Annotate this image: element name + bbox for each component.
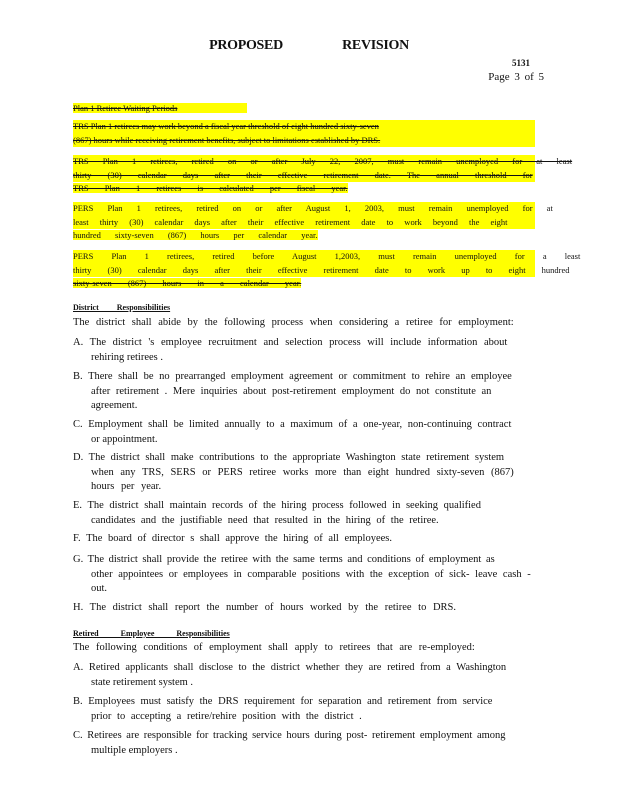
item-letter: A.: [73, 662, 84, 673]
item-letter: C.: [73, 730, 83, 741]
item-continuation: when any TRS, SERS or PERS retiree works more than eight hundred sixty-seven (867) hours per year.: [91, 466, 514, 492]
item-continuation: or appointment.: [91, 433, 158, 445]
item-continuation: prior to accepting a retire/rehire position with the district .: [91, 710, 362, 722]
policy-number: 5131: [512, 58, 530, 68]
item-text: Retirees are responsible for tracking service hours during post- retirement employment among: [87, 730, 506, 741]
district-responsibilities-header: District Responsibilities: [73, 303, 171, 312]
district-item: [73, 601, 543, 616]
pers-before-line: thirty (30) calendar days after their effective retirement date to work up to eight hundred: [73, 264, 535, 278]
pers-before-line: PERS Plan 1 retirees, retired before August 1,2003, must remain unemployed for a least: [73, 250, 535, 264]
pers-after-line: PERS Plan 1 retirees, retired on or after August 1, 2003, must remain unemployed for at: [73, 202, 535, 216]
page-indicator: Page 3 of 5: [488, 71, 544, 83]
district-item: [73, 418, 543, 447]
item-continuation: rehiring retirees .: [91, 351, 164, 363]
retired-item: [73, 729, 543, 758]
trs-old-paragraph: [73, 120, 535, 147]
district-item: [73, 499, 543, 528]
pers-after-line: hundred sixty-seven (867) hours per calendar year.: [73, 230, 318, 240]
retired-header-wrap: [73, 623, 535, 641]
item-text: The district shall report the number of hours worked by the retiree to DRS.: [89, 602, 456, 613]
item-text: Employment shall be limited annually to a maximum of a one-year, non-continuing contract: [88, 419, 512, 430]
item-letter: H.: [73, 602, 84, 613]
item-text: There shall be no prearranged employment agreement or commitment to rehire an employee: [88, 371, 512, 382]
retired-intro: The following conditions of employment shall apply to retirees that are re-employed:: [73, 642, 475, 653]
district-item: [73, 336, 543, 365]
item-letter: F.: [73, 533, 81, 544]
district-intro: The district shall abide by the following process when considering a retiree for employment:: [73, 317, 514, 328]
retired-item: [73, 695, 543, 724]
item-continuation: after retirement . Mere inquiries about post-retirement employment do not constitute an agreement.: [91, 385, 492, 411]
trs-old-line: TRS Plan 1 retirees may work beyond a fiscal year threshold of eight hundred sixty-seven: [73, 120, 535, 134]
district-item: [73, 553, 543, 597]
plan1-header: Plan 1 Retiree Waiting Periods: [73, 103, 247, 113]
district-item: [73, 532, 543, 547]
item-continuation: candidates and the justifiable need that resulted in the hiring of the retiree.: [91, 514, 439, 526]
trs-new-line: TRS Plan 1 retirees is calculated per fiscal year.: [73, 183, 348, 193]
item-text: The district shall provide the retiree with the same terms and conditions of employment as: [87, 554, 495, 565]
item-continuation: state retirement system .: [91, 676, 194, 688]
item-text: The district shall maintain records of the hiring process followed in seeking qualified: [87, 500, 481, 511]
pers-after-paragraph: [73, 202, 553, 243]
item-letter: A.: [73, 337, 84, 348]
district-item: [73, 370, 543, 414]
trs-new-paragraph: [73, 155, 573, 196]
item-text: The district 's employee recruitment and selection process will include information about: [89, 337, 508, 348]
trs-old-line: (867) hours while receiving retirement benefits, subject to limitations established by DRS.: [73, 134, 535, 148]
pers-before-paragraph: [73, 250, 581, 291]
trs-new-line: TRS Plan 1 retirees, retired on or after July 22, 2007, must remain unemployed for at least: [73, 155, 535, 169]
trs-new-line: thirty (30) calendar days after their effective retirement date. The annual threshold for: [73, 169, 535, 183]
district-item: [73, 451, 543, 495]
item-letter: E.: [73, 500, 83, 511]
item-letter: G.: [73, 554, 84, 565]
item-continuation: other appointees or employees in comparable positions with the exception of sick- leave cash - out.: [91, 568, 531, 594]
pers-before-line: sixty-seven (867) hours in a calendar year.: [73, 278, 302, 288]
pers-after-line: least thirty (30) calendar days after their effective retirement date to work beyond the eight: [73, 216, 535, 230]
item-text: The board of director s shall approve the hiring of all employees.: [86, 533, 392, 544]
item-letter: B.: [73, 696, 83, 707]
item-continuation: multiple employers .: [91, 744, 178, 756]
item-text: The district shall make contributions to the appropriate Washington state retirement system: [88, 452, 505, 463]
item-letter: D.: [73, 452, 84, 463]
item-text: Retired applicants shall disclose to the district whether they are retired from a Washington: [88, 662, 507, 673]
page-title: PROPOSED REVISION: [209, 38, 409, 53]
item-text: Employees must satisfy the DRS requirement for separation and retirement from service: [88, 696, 493, 707]
district-header-wrap: [73, 297, 535, 315]
item-letter: C.: [73, 419, 83, 430]
item-letter: B.: [73, 371, 83, 382]
retired-responsibilities-header: Retired Employee Responsibilities: [73, 629, 230, 638]
plan1-header-wrap: [73, 98, 535, 116]
retired-item: [73, 661, 543, 690]
